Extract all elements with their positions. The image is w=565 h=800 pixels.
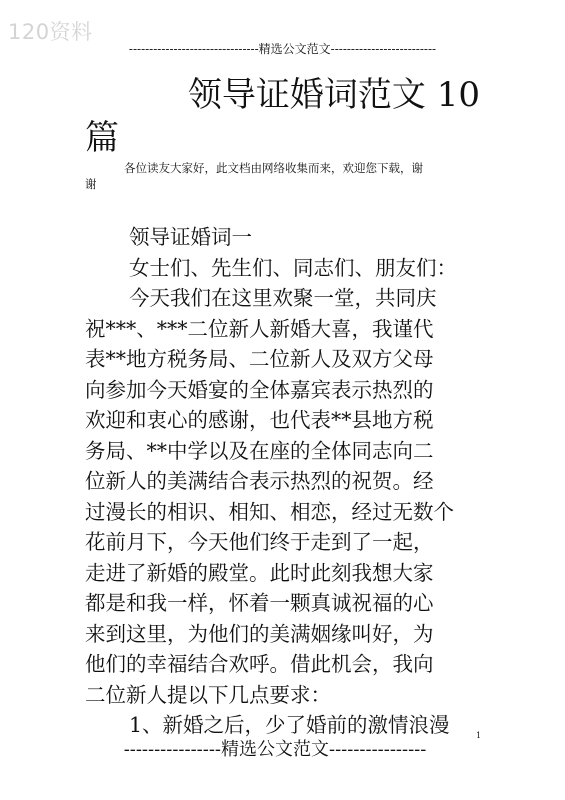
paragraph-line: 他们的幸福结合欢呼。借此机会，我向: [85, 652, 434, 676]
paragraph-line: 欢迎和衷心的感谢，也代表**县地方税: [85, 408, 434, 432]
paragraph-line: 务局、**中学以及在座的全体同志向二: [85, 438, 434, 463]
document-body: [85, 222, 483, 741]
watermark: 120资料: [8, 20, 93, 44]
paragraph-line: 今天我们在这里欢聚一堂，共同庆: [129, 286, 437, 310]
paragraph-line: 位新人的美满结合表示热烈的祝贺。经: [85, 469, 434, 493]
paragraph-line: 都是和我一样，怀着一颗真诚祝福的心: [85, 591, 434, 615]
paragraph-line: 向参加今天婚宴的全体嘉宾表示热烈的: [85, 377, 434, 402]
document-title: 领导证婚词范文 10: [187, 75, 480, 115]
page-number: 1: [476, 731, 482, 740]
document-title-continued: 篇: [85, 118, 119, 158]
paragraph-line: 二位新人提以下几点要求：: [85, 682, 331, 707]
page-header: --------------------------------精选公文范文--------------------------: [128, 42, 437, 56]
paragraph-line: 走进了新婚的殿堂。此时此刻我想大家: [85, 560, 434, 585]
paragraph-line: 花前月下，今天他们终于走到了一起，: [85, 530, 434, 554]
paragraph-line: 来到这里，为他们的美满姻缘叫好，为: [85, 621, 434, 646]
page-footer: ----------------精选公文范文----------------: [123, 739, 427, 760]
intro-text: 各位读友大家好，此文档由网络收集而来，欢迎您下载，谢: [124, 161, 423, 175]
intro-text-continued: 谢: [85, 177, 97, 191]
paragraph-line: 表**地方税务局、二位新人及双方父母: [85, 347, 434, 371]
numbered-point: 1、新婚之后，少了婚前的激情浪漫: [129, 713, 450, 737]
greeting-line: 女士们、先生们、同志们、朋友们：: [129, 255, 457, 280]
paragraph-line: 祝***、***二位新人新婚大喜，我谨代: [85, 316, 434, 341]
paragraph-line: 过漫长的相识、相知、相恋，经过无数个: [85, 499, 454, 524]
paragraph: [85, 283, 483, 710]
section-heading: 领导证婚词一: [129, 225, 252, 249]
